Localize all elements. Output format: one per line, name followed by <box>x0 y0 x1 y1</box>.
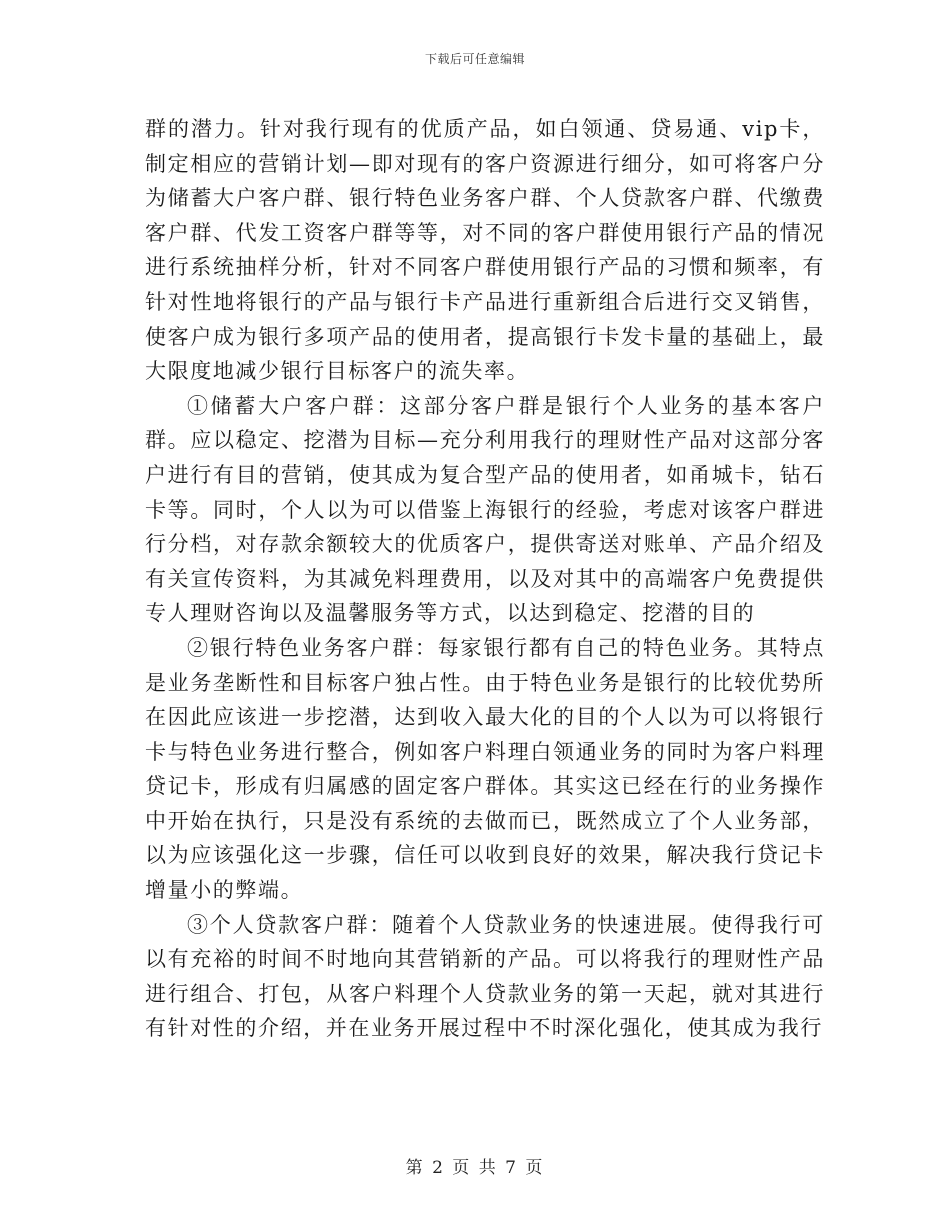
paragraph-personal-loan-customers: ③个人贷款客户群：随着个人贷款业务的快速进展。使得我行可以有充裕的时间不时地向其营销新的产品。可以将我行的理财性产品进行组合、打包，从客户料理个人贷款业务的第一天起，就对其进行有针对性的介绍，并在业务开展过程中不时深化强化，使其成为我行 <box>145 912 825 1041</box>
paragraph-special-business-customers: ②银行特色业务客户群：每家银行都有自己的特色业务。其特点是业务垄断性和目标客户独占性。由于特色业务是银行的比较优势所在因此应该进一步挖潜，达到收入最大化的目的个人以为可以将银行卡与特色业务进行整合，例如客户料理白领通业务的同时为客户料理贷记卡，形成有归属感的固定客户群体。其实这已经在行的业务操作中开始在执行，只是没有系统的去做而已，既然成立了个人业务部，以为应该强化这一步骤，信任可以收到良好的效果，解决我行贷记卡增量小的弊端。 <box>145 635 825 903</box>
page-number-footer: 第 2 页 共 7 页 <box>405 1158 545 1178</box>
document-body <box>145 112 825 1046</box>
page-header: 下载后可任意编辑 <box>424 52 525 66</box>
paragraph-savings-customers: ①储蓄大户客户群：这部分客户群是银行个人业务的基本客户群。应以稳定、挖潜为目标—充分利用我行的理财性产品对这部分客户进行有目的营销，使其成为复合型产品的使用者，如甬城卡，钻石卡等。同时，个人以为可以借鉴上海银行的经验，考虑对该客户群进行分档，对存款余额较大的优质客户，提供寄送对账单、产品介绍及有关宣传资料，为其减免料理费用，以及对其中的高端客户免费提供专人理财咨询以及温馨服务等方式，以达到稳定、挖潜的目的 <box>145 393 825 626</box>
paragraph-intro-continuation: 群的潜力。针对我行现有的优质产品，如白领通、贷易通、vip卡，制定相应的营销计划—即对现有的客户资源进行细分，如可将客户分为储蓄大户客户群、银行特色业务客户群、个人贷款客户群、代缴费客户群、代发工资客户群等等，对不同的客户群使用银行产品的情况进行系统抽样分析，针对不同客户群使用银行产品的习惯和频率，有针对性地将银行的产品与银行卡产品进行重新组合后进行交叉销售，使客户成为银行多项产品的使用者，提高银行卡发卡量的基础上，最大限度地减少银行目标客户的流失率。 <box>145 117 825 384</box>
